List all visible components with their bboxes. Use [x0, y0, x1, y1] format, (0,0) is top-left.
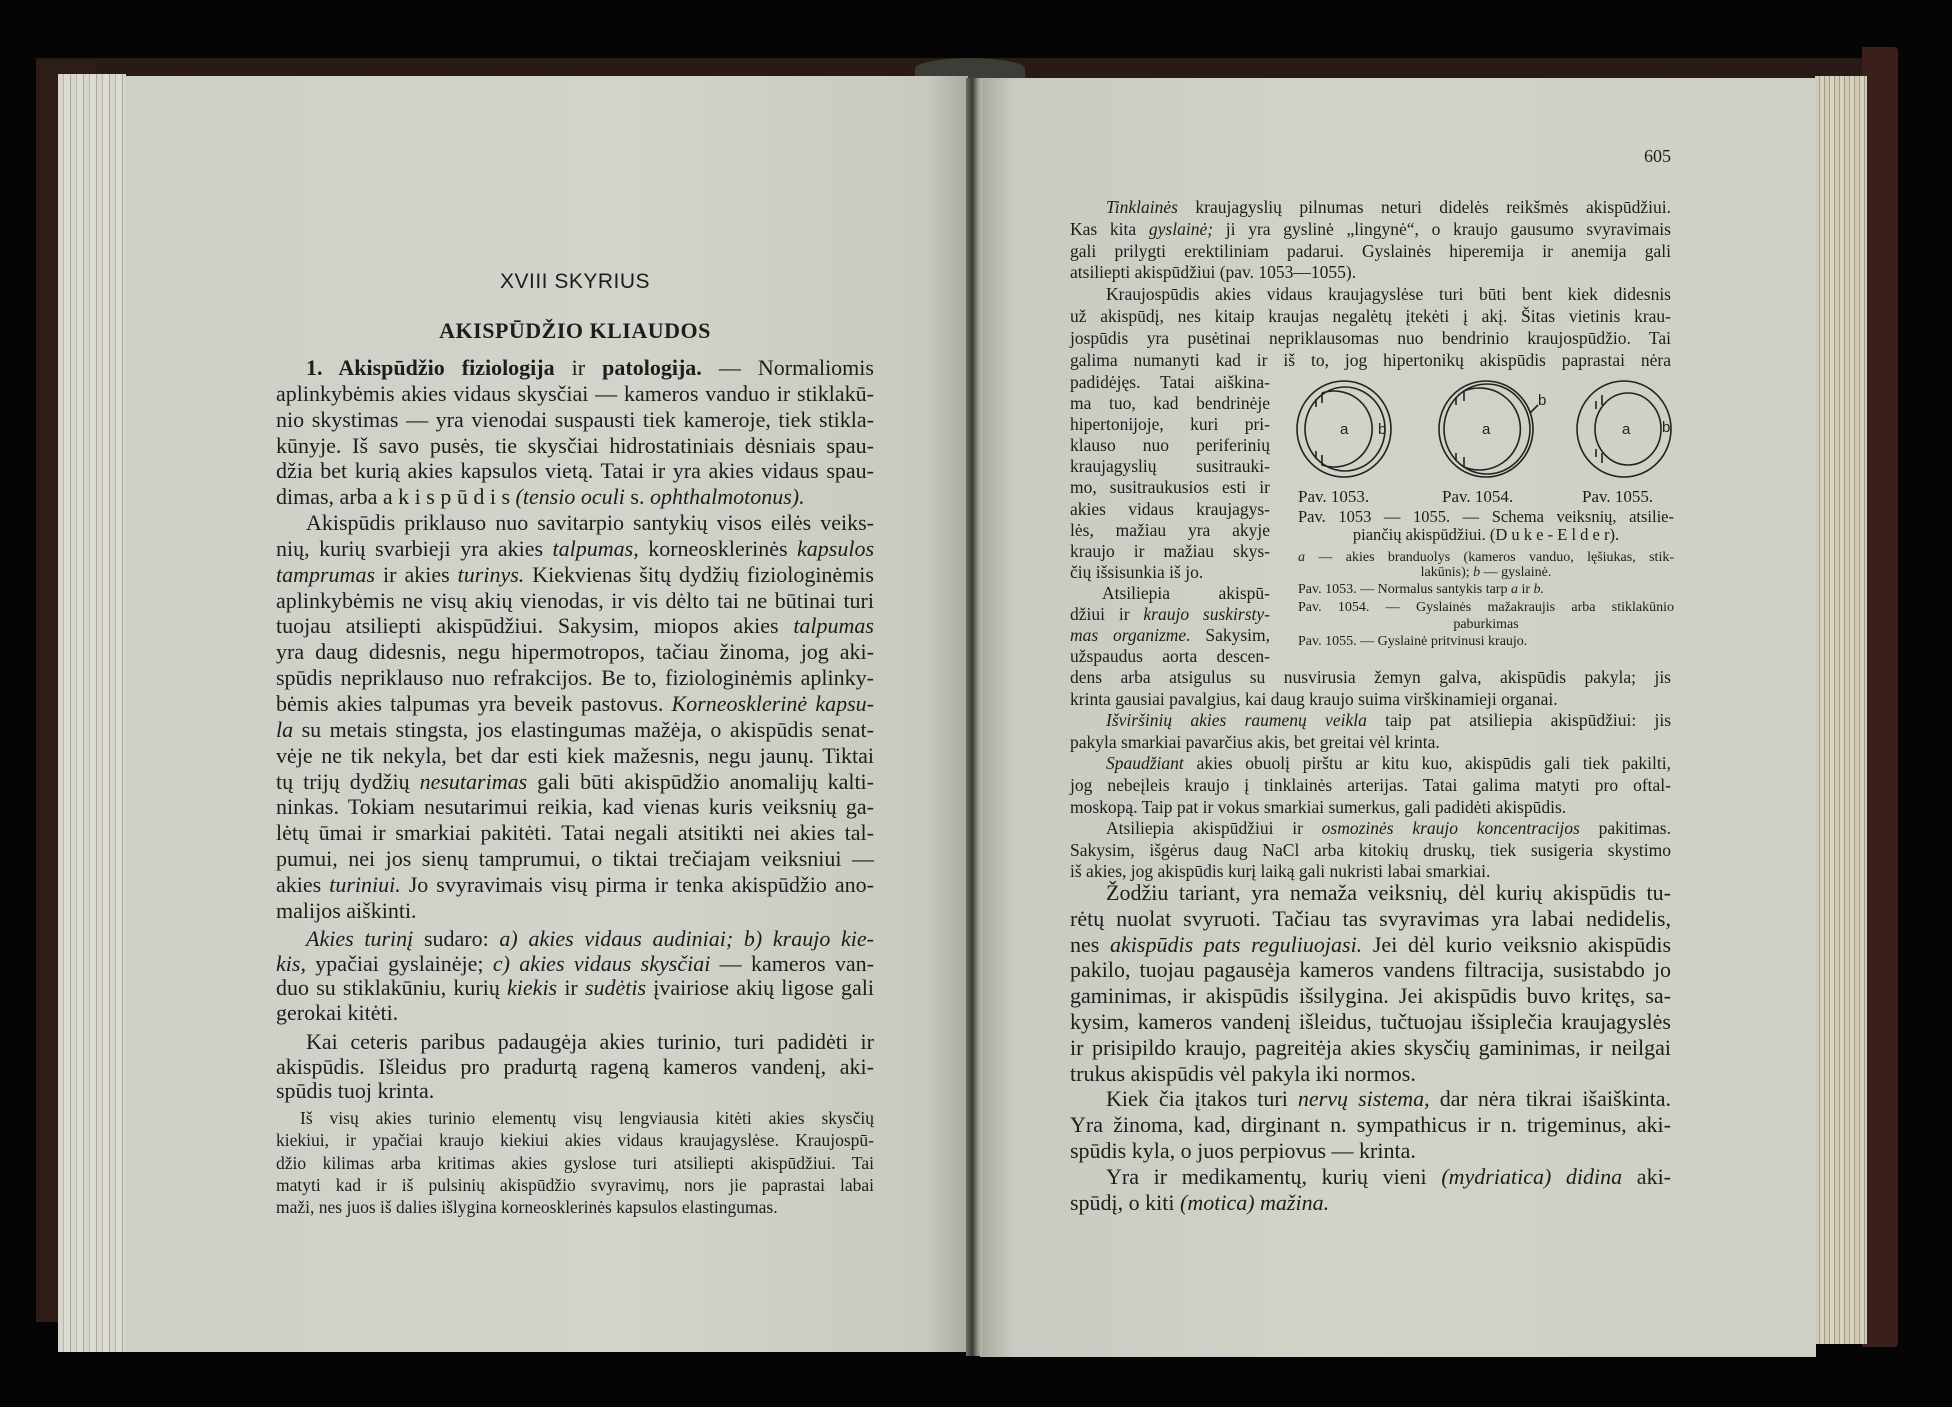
figure-1055-eye-diagram — [1577, 381, 1671, 477]
text-line-content: tuojau atsiliepti akispūdžiui. Sakysim, miopos akies talpumas — [276, 613, 874, 639]
text-line-content: gerokai kitėti. — [276, 1000, 399, 1026]
italic-term: mas organizme. — [1070, 625, 1191, 646]
text-line-content: kraujagyslių susitrauki- — [1070, 456, 1270, 477]
small-print-middle — [1070, 667, 1671, 883]
text-line — [1070, 393, 1270, 414]
text-line — [276, 743, 874, 769]
text-line-content: padidėjęs. Tatai aiškina- — [1070, 372, 1270, 392]
text-line — [1070, 983, 1671, 1009]
text-line — [1070, 604, 1270, 625]
text-line — [1070, 284, 1671, 306]
text-line — [276, 769, 874, 795]
small-print-note — [276, 1107, 874, 1218]
text-line-content: dimas, arba a k i s p ū d i s (tensio oculi s. ophthalmotonus). — [276, 484, 805, 510]
italic-term: turiniui. — [329, 871, 401, 897]
text-line — [1070, 456, 1270, 477]
text-line-content: kysim, kameros vandenį išleidus, tučtuojau išsiplečia kraujagyslės — [1070, 1008, 1671, 1034]
text-line-content: rėtų nuolat svyruoti. Tačiau tas svyravimas yra labai nedidelis, — [1070, 905, 1671, 931]
figure-1054-description — [1298, 599, 1674, 617]
text-line-content: mo, susitraukusios esti ir — [1070, 477, 1270, 498]
text-line-content: kis, ypačiai gyslainėje; c) akies vidaus skysčiai — kameros van- — [276, 950, 875, 976]
text-line-content: mas organizme. Sakysim, — [1070, 625, 1270, 646]
text-line-content: spūdį, o kiti (motica) mažina. — [1070, 1189, 1330, 1215]
text-line — [276, 691, 874, 717]
text-line — [1070, 197, 1671, 219]
caption-content: Pav. 1053 — 1055. — Schema veiksnių, atsilie- — [1298, 507, 1674, 526]
italic-term: Korneosklerinė kapsu- — [671, 690, 874, 716]
text-line — [276, 898, 874, 924]
text-line-content: akies vidaus kraujagys- — [1070, 498, 1270, 519]
text-line-content: yra daug didesnis, negu hipermotropos, tačiau žinoma, jog aki- — [276, 639, 874, 665]
italic-term: kiekis — [507, 975, 558, 1001]
text-line-content: Sakysim, išgėrus daug NaCl arba kitokių druskų, tiek susigeria skystimo — [1070, 839, 1671, 860]
text-line-content: akies turiniui. Jo svyravimais visų pirma ir tenka akispūdžio ano- — [276, 871, 875, 897]
text-line — [1070, 906, 1671, 932]
text-line — [1070, 583, 1270, 604]
text-line — [1070, 710, 1671, 732]
text-line-content: pakyla smarkiai pavarčius akis, bet greitai vėl krinta. — [1070, 731, 1440, 752]
page-stack-right — [1815, 76, 1867, 1344]
italic-term: (motica) mažina. — [1180, 1189, 1330, 1215]
text-line — [276, 820, 874, 846]
text-line — [1070, 350, 1671, 372]
caption-content: a — akies branduolys (kameros vanduo, lęšiukas, stik- — [1298, 550, 1674, 565]
italic-term: akispūdis pats reguliuojasi. — [1110, 931, 1363, 957]
italic-term: a — [1510, 582, 1518, 597]
text-line — [1070, 435, 1270, 456]
italic-term: kraujo suskirsty- — [1143, 604, 1270, 625]
book-cover-right-edge — [1862, 47, 1898, 1347]
italic-term: sudėtis — [584, 975, 647, 1001]
text-line-content: Tinklainės kraujagyslių pilnumas neturi didelės reikšmės akispūdžiui. — [1106, 197, 1671, 217]
text-line-content: ninkas. Tokiam nesutarimui reikia, kad vienas kuris veiksnių ga- — [276, 794, 874, 820]
text-line — [1070, 797, 1671, 819]
text-line-content: Akispūdis priklauso nuo savitarpio santykių visos eilės veiks- — [306, 510, 874, 536]
bold-term: patologija. — [602, 355, 702, 380]
italic-term: ophthalmotonus). — [649, 484, 805, 510]
italic-term: talpumas, — [552, 535, 639, 561]
text-line-content: Kiek čia įtakos turi nervų sistema, dar nėra tikrai išaiškinta. — [1106, 1086, 1672, 1112]
italic-term: Tinklainės — [1106, 197, 1178, 217]
text-line-content: spūdis tuoj krinta. — [276, 1078, 435, 1103]
text-line — [1070, 957, 1671, 983]
paragraph-ceteris-paribus — [276, 1030, 874, 1104]
page-stack-left — [58, 74, 126, 1352]
text-line — [1070, 1112, 1671, 1138]
text-line — [1070, 1061, 1671, 1087]
figure-1055-label: Pav. 1055. — [1582, 487, 1654, 506]
text-line — [276, 458, 874, 484]
text-line — [276, 1174, 874, 1196]
text-line-content: lėtų ūmai ir smarkiai pakitėti. Tatai negali atsitikti nei akies tal- — [276, 820, 874, 846]
italic-term: gyslainė; — [1148, 218, 1214, 239]
italic-term: a) akies vidaus audiniai; b) kraujo kie- — [499, 926, 874, 951]
text-line — [1070, 840, 1671, 862]
text-line-content: ir prisipildo kraujo, pagreitėja akies skysčių gaminimas, ir neilgai — [1070, 1034, 1671, 1060]
caption-content: Pav. 1054. — Gyslainės mažakraujis arba stiklakūnio — [1298, 600, 1674, 615]
text-line-content: dens arba atsigulus su nusvirusia žemyn galva, akispūdis pakyla; jis — [1070, 667, 1671, 687]
text-line — [276, 717, 874, 743]
italic-term: (mydriatica) didina — [1441, 1163, 1623, 1189]
text-line-content: Yra ir medikamentų, kurių vieni (mydriatica) didina aki- — [1106, 1163, 1672, 1189]
text-line-content: pumui, nei jos sienų tamprumui, o tiktai trečiajam veiksniui — — [276, 846, 874, 872]
text-line-content: čių išsisunkia iš jo. — [1070, 561, 1204, 582]
text-line-content: džia bet kurią akies kapsulos vietą. Tatai ir yra akies vidaus spau- — [276, 458, 874, 484]
italic-term: a — [1298, 550, 1305, 565]
text-line-content: 1. Akispūdžio fiziologija ir patologija. — Normaliomis — [306, 355, 874, 380]
text-line-content: maži, nes juos iš dalies išlygina korneosklerinės kapsulos elastingumas. — [276, 1197, 778, 1218]
text-line-content: lės, mažiau yra akyje — [1070, 519, 1270, 540]
text-line — [276, 484, 874, 510]
caption-content: lakūnis); b — gyslainė. — [1420, 565, 1552, 580]
text-line-content: Kai ceteris paribus padaugėja akies turinio, turi padidėti ir — [306, 1029, 874, 1054]
text-line-content: Iš visų akies turinio elementų visų lengviausia kitėti akies skysčių — [300, 1108, 874, 1128]
text-line-content: užspaudus aorta descen- — [1070, 646, 1270, 667]
label-a: a — [1622, 421, 1631, 438]
text-line-content: bėmis akies talpumas yra beveik pastovus. Korneosklerinė kapsu- — [276, 690, 874, 716]
text-line — [1070, 1138, 1671, 1164]
text-line — [276, 1030, 874, 1055]
text-line — [1070, 562, 1270, 583]
text-line — [276, 355, 874, 381]
text-line — [276, 794, 874, 820]
text-line — [1070, 241, 1671, 263]
text-line-content: džio kilimas arba kritimas akies gyslose turi atsiliepti akispūdžiui. Tai — [276, 1152, 874, 1173]
italic-term: osmozinės kraujo koncentracijos — [1321, 818, 1580, 839]
text-line-content: jog nebeįleis kraujo į tinklainės arterijas. Tatai galima matyti pro oftal- — [1070, 774, 1671, 795]
text-line — [1070, 689, 1671, 711]
text-line — [1070, 262, 1671, 284]
text-line — [1070, 775, 1671, 797]
text-line — [276, 433, 874, 459]
label-b: b — [1378, 421, 1387, 438]
text-line-content: aplinkybėmis akies vidaus skysčiai — kameros vanduo ir stiklakū- — [276, 380, 874, 406]
italic-term: Spaudžiant — [1106, 753, 1184, 774]
small-print-beside-figure — [1070, 372, 1270, 667]
label-b: b — [1662, 419, 1671, 436]
text-line-content: vėje ne tik nekyla, bet dar esti kiek mažesnis, negu jaunų. Tiktai — [276, 742, 874, 768]
text-line — [1070, 646, 1270, 667]
text-line — [276, 639, 874, 665]
figure-1053-description — [1298, 581, 1544, 599]
text-line — [276, 1079, 874, 1104]
text-line — [276, 1107, 874, 1129]
italic-term: kis, — [276, 950, 306, 976]
caption-content: paburkimas — [1453, 617, 1519, 632]
bold-term: 1. Akispūdžio fiziologija — [306, 355, 555, 380]
figure-1055-description — [1298, 633, 1527, 651]
text-line — [1070, 477, 1270, 498]
text-line — [1070, 880, 1671, 906]
text-line — [1070, 372, 1270, 393]
text-line — [1070, 818, 1671, 840]
text-line — [276, 952, 874, 977]
figure-caption-title-cont — [1298, 526, 1619, 544]
text-line — [1070, 1035, 1671, 1061]
text-line — [1070, 541, 1270, 562]
italic-term: b — [1473, 565, 1481, 580]
text-line-content: la su metais stingsta, jos elastingumas mažėja, o akispūdis senat- — [276, 716, 874, 742]
text-line — [276, 1196, 874, 1218]
text-line-content: moskopą. Taip pat ir vokus smarkiai sumerkus, gali padidėti akispūdis. — [1070, 796, 1567, 817]
figure-1053-label: Pav. 1053. — [1298, 487, 1370, 506]
italic-term: (tensio oculi — [515, 484, 625, 510]
label-a: a — [1482, 421, 1491, 438]
text-line-content: Atsiliepia akispūdžiui ir osmozinės kraujo koncentracijos pakitimas. — [1106, 818, 1671, 839]
text-line-content: jospūdis yra pusėtinai nepriklausomas nuo bendrinio kraujospūdžio. Tai — [1070, 327, 1671, 348]
text-line-content: nių, kurių svarbieji yra akies talpumas, korneosklerinės kapsulos — [276, 535, 875, 561]
text-line — [276, 381, 874, 407]
text-line — [1070, 1190, 1671, 1216]
text-line-content: atsiliepti akispūdžiui (pav. 1053—1055). — [1070, 262, 1357, 283]
text-line — [276, 562, 874, 588]
figure-legend-b — [1298, 564, 1551, 582]
figure-caption-title — [1298, 508, 1674, 526]
text-line-content: iš akies, jog akispūdis kurį laiką gali nukristi labai smarkiai. — [1070, 861, 1491, 882]
book-spine-gutter — [966, 78, 982, 1356]
text-line-content: Akies turinį sudaro: a) akies vidaus audiniai; b) kraujo kie- — [306, 926, 874, 951]
text-line — [1070, 1009, 1671, 1035]
text-line — [276, 407, 874, 433]
text-line-content: tamprumas ir akies turinys. Kiekvienas šitų dydžių fiziologinėmis — [276, 561, 874, 587]
text-line — [276, 588, 874, 614]
italic-term: la — [276, 716, 294, 742]
text-line — [276, 613, 874, 639]
text-line — [276, 846, 874, 872]
text-line-content: Žodžiu tariant, yra nemaža veiksnių, dėl kurių akispūdis tu- — [1106, 880, 1671, 905]
italic-term: nervų sistema, — [1297, 1086, 1430, 1112]
text-line — [1070, 753, 1671, 775]
italic-term: c) akies vidaus skysčiai — [492, 950, 711, 976]
paragraph-eye-content — [276, 927, 874, 1026]
italic-term: talpumas — [793, 613, 874, 639]
text-line-content: gali prilygti erektiliniam padarui. Gyslainės hiperemija ir anemija gali — [1070, 240, 1671, 261]
italic-term: nesutarimas — [419, 768, 528, 794]
text-line — [1070, 667, 1671, 689]
text-line-content: aplinkybėmis ne visų akių vienodas, ir vis dėlto tai ne būtinai turi — [276, 587, 874, 613]
text-line-content: hipertonijoje, kuri pri- — [1070, 414, 1270, 435]
text-line-content: už akispūdį, nes kitaip kraujas negalėtų įtekėti į akį. Šitas vietinis krau- — [1070, 305, 1671, 326]
text-line — [276, 665, 874, 691]
text-line-content: kiekiui, ir ypačiai kraujo kiekiui akies vidaus kraujagyslėse. Kraujospū- — [276, 1130, 874, 1151]
text-line-content: gaminimas, ir akispūdis išsilygina. Jei akispūdis buvo kritęs, sa- — [1070, 983, 1671, 1009]
text-line-content: akispūdis. Išleidus pro pradurtą rageną kameros vandenį, aki- — [276, 1053, 874, 1079]
text-line-content: Išviršinių akies raumenų veikla taip pat atsiliepia akispūdžiui: jis — [1106, 710, 1672, 731]
text-line — [276, 976, 874, 1001]
italic-term: Išviršinių akies raumenų veikla — [1106, 710, 1367, 731]
text-line-content: malijos aiškinti. — [276, 897, 417, 923]
text-line-content: pakilo, tuojau pagausėja kameros vandens filtracija, susistabdo jo — [1070, 957, 1671, 983]
text-line-content: nio skystimas — yra vienodai suspausti tiek kameroje, tiek stikla- — [276, 406, 874, 432]
text-line — [1070, 520, 1270, 541]
text-line-content: Yra žinoma, kad, dirginant n. sympathicus ir n. trigeminus, aki- — [1070, 1112, 1671, 1138]
italic-term: tamprumas — [276, 561, 376, 587]
text-line-content: duo su stiklakūniu, kurių kiekis ir sudėtis įvairiose akių ligose gali — [276, 975, 874, 1001]
text-line-content: krinta gausiai pavalgius, kai daug kraujo suima virškinamieji organai. — [1070, 688, 1558, 709]
page-number: 605 — [1644, 146, 1671, 166]
italic-term: turinys. — [457, 561, 525, 587]
text-line-content: Kas kita gyslainė; ji yra gyslinė „lingynė“, o kraujo gausumo svyravimais — [1070, 218, 1671, 239]
chapter-heading: XVIII SKYRIUS — [499, 270, 651, 293]
text-line — [276, 1152, 874, 1174]
text-line — [276, 536, 874, 562]
caption-content: piančių akispūdžiui. (D u k e - E l d e r). — [1352, 525, 1620, 544]
text-line-content: Atsiliepia akispū- — [1102, 582, 1270, 603]
text-line-content: kūnyje. Iš savo pusės, tie skysčiai hidrostatiniais dėsniais spau- — [276, 432, 874, 458]
italic-term: Akies turinį — [306, 926, 414, 951]
text-line — [276, 510, 874, 536]
text-line — [1070, 219, 1671, 241]
text-line-content: tų trijų dydžių nesutarimas gali būti akispūdžio anomalijų kalti- — [276, 768, 874, 794]
figure-1054-description-cont — [1298, 616, 1519, 634]
text-line — [276, 872, 874, 898]
text-line — [1070, 328, 1671, 350]
caption-content: Pav. 1053. — Normalus santykis tarp a ir b. — [1298, 582, 1545, 597]
text-line-content: trukus akispūdis vėl pakyla iki normos. — [1070, 1060, 1416, 1086]
text-line — [1070, 625, 1270, 646]
text-line — [1070, 499, 1270, 520]
chapter-title: AKISPŪDŽIO KLIAUDOS — [439, 318, 711, 343]
text-line-content: Spaudžiant akies obuolį pirštu ar kitu kuo, akispūdis gali tiek pakilti, — [1106, 753, 1671, 774]
text-line-content: klauso nuo periferinių — [1070, 435, 1270, 456]
text-line — [1070, 1086, 1671, 1112]
paragraphs-physiology — [276, 355, 874, 924]
figure-1054-eye-diagram — [1439, 381, 1546, 477]
text-line-content: spūdis nepriklauso nuo refrakcijos. Be to, fiziologinėmis aplinky- — [276, 665, 874, 691]
text-line — [276, 927, 874, 952]
text-line-content: Kraujospūdis akies vidaus kraujagyslėse turi būti bent kiek didesnis — [1106, 284, 1671, 305]
eye-schema-figures — [1290, 378, 1680, 480]
text-line — [1070, 414, 1270, 435]
text-line-content: nes akispūdis pats reguliuojasi. Jei dėl kurio veiksnio akispūdis — [1070, 931, 1672, 957]
paragraphs-regulation — [1070, 880, 1671, 1215]
italic-term: kapsulos — [797, 535, 875, 561]
text-line-content: galima numanyti kad ir iš to, jog hipertonikų akispūdis paprastai nėra — [1070, 349, 1671, 370]
text-line — [276, 1055, 874, 1080]
text-line-content: spūdis kyla, o juos perpiovus — krinta. — [1070, 1137, 1416, 1163]
figure-1053-eye-diagram — [1297, 381, 1391, 477]
figure-1054-label: Pav. 1054. — [1442, 487, 1514, 506]
label-a: a — [1340, 421, 1349, 438]
small-print-top — [1070, 197, 1671, 371]
text-line-content: ma tuo, kad bendrinėje — [1070, 393, 1270, 414]
text-line-content: kraujo ir mažiau skys- — [1070, 540, 1270, 561]
text-line — [1070, 732, 1671, 754]
text-line-content: džiui ir kraujo suskirsty- — [1070, 604, 1270, 625]
caption-content: Pav. 1055. — Gyslainė pritvinusi kraujo. — [1298, 634, 1528, 649]
text-line-content: matyti kad ir iš pulsinių akispūdžio svyravimų, nors jie paprastai labai — [276, 1174, 874, 1195]
text-line — [1070, 306, 1671, 328]
text-line — [1070, 932, 1671, 958]
italic-term: b. — [1533, 582, 1545, 597]
text-line — [276, 1129, 874, 1151]
text-line — [1070, 1164, 1671, 1190]
text-line — [276, 1001, 874, 1026]
label-b: b — [1538, 392, 1547, 409]
